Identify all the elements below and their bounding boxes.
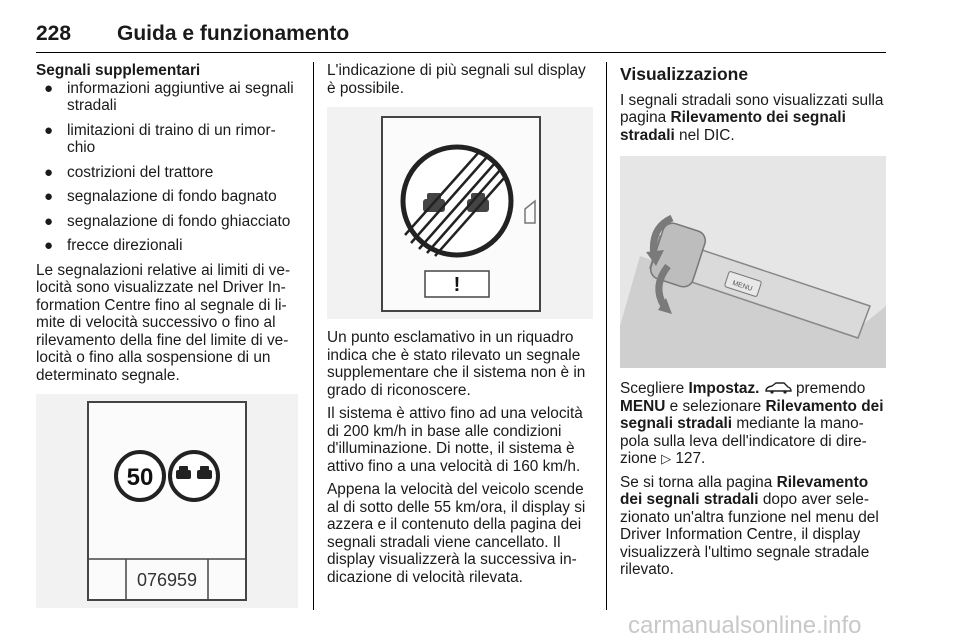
bullet-icon: ● bbox=[44, 212, 54, 230]
bullet-icon: ● bbox=[44, 188, 54, 205]
list-item: ● costrizioni del trattore bbox=[44, 163, 214, 181]
indicator-stalk-figure bbox=[620, 156, 886, 368]
speed-limit-sign-icon bbox=[116, 452, 164, 500]
page-reference-arrow-icon: ▷ bbox=[661, 451, 672, 466]
bullet-icon: ● bbox=[44, 121, 54, 139]
list-item: ● limitazioni di traino di un rimor-chio bbox=[44, 121, 276, 156]
no-overtaking-sign-icon bbox=[170, 452, 218, 500]
activation-speed-paragraph: Il sistema è attivo fino ad una velocità di 200 km/h in base alle condizioni d'illuminazione. Di notte, il sistema è attivo fino a una velocità di 160 km/h. bbox=[327, 405, 583, 475]
section-heading-supplementary: Segnali supplementari bbox=[36, 62, 201, 79]
list-item: ● informazioni aggiuntive ai segnali stradali bbox=[44, 79, 294, 114]
column-3 bbox=[620, 62, 888, 585]
list-item: ● frecce direzionali bbox=[44, 237, 183, 254]
bullet-icon: ● bbox=[44, 237, 54, 254]
reset-paragraph: Appena la velocità del veicolo scende al di sotto delle 55 km/ora, il display si azzera e il contenuto della pagina dei segnali stradali viene cancellato. Il display visualizzerà la successiva in-dicazione di velocità rilevata. bbox=[327, 481, 586, 586]
supplementary-sign-list bbox=[36, 80, 298, 255]
column-2 bbox=[327, 62, 593, 592]
page-reference[interactable]: 127. bbox=[675, 450, 706, 467]
speed-limit-paragraph: Le segnalazioni relative ai limiti di ve-locità sono visualizzate nel Driver In-formation Centre fino al segnale di li-mite di velocità successivo o fino al rilevamento della fine del limite di ve-locità o fino alla sospensione di un determinato segnale. bbox=[36, 261, 291, 384]
display-illustration bbox=[36, 394, 298, 608]
section-heading-display: Visualizzazione bbox=[620, 64, 749, 84]
end-of-restriction-figure bbox=[327, 107, 593, 319]
column-divider bbox=[606, 62, 607, 610]
list-item: ● segnalazione di fondo bagnato bbox=[44, 188, 277, 205]
figure-code: 076959 bbox=[136, 570, 198, 590]
stalk-illustration bbox=[620, 156, 886, 368]
car-icon bbox=[764, 382, 792, 394]
exclamation-mark: ! bbox=[453, 274, 461, 296]
chapter-title: Guida e funzionamento bbox=[117, 22, 350, 45]
display-illustration bbox=[327, 107, 593, 319]
intro-paragraph: L'indicazione di più segnali sul display è possibile. bbox=[327, 62, 586, 97]
page-header bbox=[36, 22, 886, 53]
display-paragraph: I segnali stradali sono visualizzati sulla pagina Rilevamento dei segnali stradali nel DIC. bbox=[620, 91, 884, 144]
bullet-icon: ● bbox=[44, 79, 54, 97]
watermark: carmanualsonline.info bbox=[628, 612, 862, 639]
page-number: 228 bbox=[36, 22, 72, 45]
end-of-no-overtaking-sign-icon bbox=[403, 147, 511, 256]
column-divider bbox=[313, 62, 314, 610]
column-1 bbox=[36, 62, 298, 608]
settings-paragraph: Scegliere Impostaz. premendo MENU e selezionare Rilevamento dei segnali stradali mediante la mano-pola sulla leva dell'indicatore di dire-zione ▷ 127. bbox=[620, 380, 884, 467]
bullet-icon: ● bbox=[44, 163, 54, 181]
speed-limit-display-figure bbox=[36, 394, 298, 608]
list-item: ● segnalazione di fondo ghiacciato bbox=[44, 212, 291, 230]
exclamation-paragraph: Un punto esclamativo in un riquadro indica che è stato rilevato un segnale supplementare che il sistema non è in grado di riconoscere. bbox=[327, 329, 586, 399]
return-paragraph: Se si torna alla pagina Rilevamento dei segnali stradali dopo aver sele-zionato un'altra funzione nel menu del Driver Information Centre, il display visualizzerà l'ultimo segnale stradale rilevato. bbox=[620, 473, 879, 578]
speed-limit-value: 50 bbox=[126, 464, 154, 491]
stalk-menu-label: MENU bbox=[731, 279, 754, 293]
